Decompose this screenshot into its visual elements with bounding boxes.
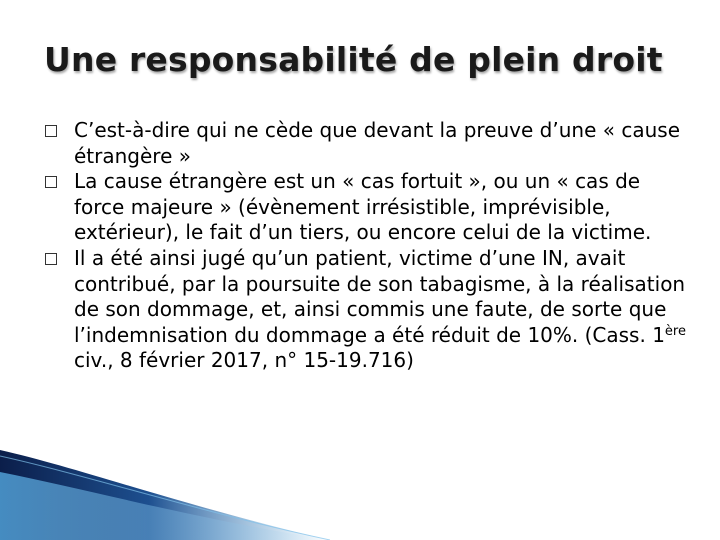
square-bullet-icon (45, 176, 57, 188)
bullet-item (45, 246, 695, 374)
bullet-text: Il a été ainsi jugé qu’un patient, victime d’une IN, avait contribué, par la poursuite de son tabagisme, à la réalisation de son dommage, et, ainsi commis une faute, de sorte que l’indemnisation du dommage a été réduit de 10%. (74, 245, 686, 347)
bullet-text: La cause étrangère est un « cas fortuit », ou un « cas de force majeure » (évènement irrésistible, imprévisible, extérieur), le fait d’un tiers, ou encore celui de la victime. (74, 169, 652, 245)
citation-superscript: ère (664, 323, 686, 339)
square-bullet-icon (45, 125, 57, 137)
bullet-list (45, 118, 695, 374)
bullet-text: C’est-à-dire qui ne cède que devant la preuve d’une « cause étrangère » (74, 118, 680, 168)
corner-wave-decoration (0, 450, 330, 540)
bullet-item (45, 169, 695, 246)
square-bullet-icon (45, 253, 57, 265)
citation-text: (Cass. 1 (584, 322, 665, 347)
bullet-item (45, 118, 695, 169)
slide-title: Une responsabilité de plein droit (44, 40, 663, 79)
citation-text: civ., 8 février 2017, n° 15-19.716) (74, 348, 414, 373)
